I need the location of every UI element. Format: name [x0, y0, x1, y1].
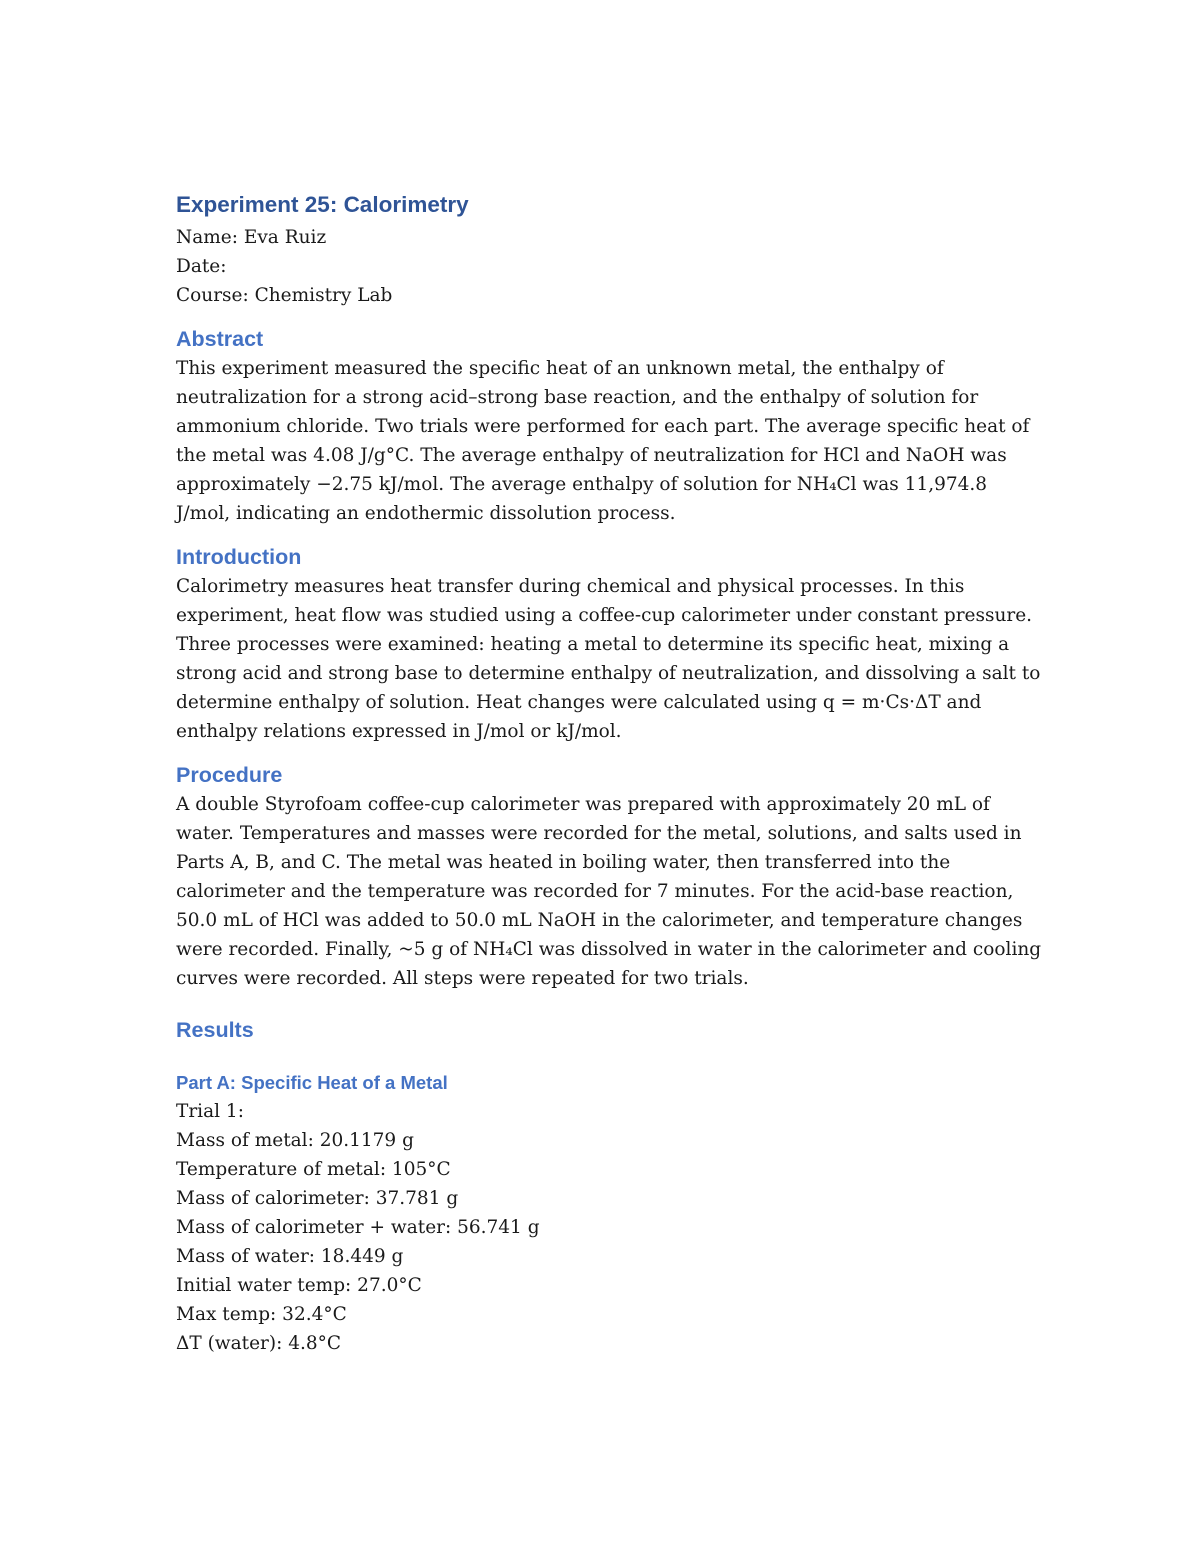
part-a-heading: Part A: Specific Heat of a Metal — [176, 1072, 448, 1093]
abstract-line: This experiment measured the specific heat of an unknown metal, the enthalpy of — [176, 358, 944, 379]
part-a-line: Mass of metal: 20.1179 g — [176, 1130, 414, 1151]
introduction-line: determine enthalpy of solution. Heat changes were calculated using q = m·Cs·ΔT and — [176, 692, 982, 713]
abstract-line: J/mol, indicating an endothermic dissolution process. — [176, 503, 676, 524]
abstract-line: approximately −2.75 kJ/mol. The average enthalpy of solution for NH₄Cl was 11,974.8 — [176, 474, 988, 495]
procedure-line: calorimeter and the temperature was recorded for 7 minutes. For the acid-base reaction, — [176, 881, 1014, 902]
procedure-line: A double Styrofoam coffee-cup calorimeter was prepared with approximately 20 mL of — [176, 794, 990, 815]
introduction-line: Three processes were examined: heating a metal to determine its specific heat, mixing a — [176, 634, 1010, 655]
document-page — [176, 190, 1042, 1358]
part-a-line: Mass of water: 18.449 g — [176, 1246, 404, 1267]
procedure-line: water. Temperatures and masses were recorded for the metal, solutions, and salts used in — [176, 823, 1022, 844]
abstract-paragraph — [176, 354, 1030, 528]
part-a-line: Mass of calorimeter + water: 56.741 g — [176, 1217, 540, 1238]
meta-course: Course: Chemistry Lab — [176, 285, 393, 306]
introduction-line: strong acid and strong base to determine enthalpy of neutralization, and dissolving a salt to — [176, 663, 1041, 684]
introduction-paragraph — [176, 572, 1041, 746]
meta-date: Date: — [176, 256, 227, 277]
introduction-heading: Introduction — [176, 545, 302, 569]
procedure-line: 50.0 mL of HCl was added to 50.0 mL NaOH in the calorimeter, and temperature changes — [176, 910, 1023, 931]
introduction-line: enthalpy relations expressed in J/mol or kJ/mol. — [176, 721, 622, 742]
document-meta — [176, 223, 1026, 310]
part-a-line: Trial 1: — [176, 1101, 244, 1122]
abstract-line: ammonium chloride. Two trials were performed for each part. The average specific heat of — [176, 416, 1030, 437]
abstract-line: the metal was 4.08 J/g°C. The average enthalpy of neutralization for HCl and NaOH was — [176, 445, 1007, 466]
results-heading: Results — [176, 1018, 254, 1042]
abstract-heading: Abstract — [176, 327, 264, 351]
abstract-line: neutralization for a strong acid–strong base reaction, and the enthalpy of solution for — [176, 387, 979, 408]
part-a-line: Initial water temp: 27.0°C — [176, 1275, 422, 1296]
procedure-line: were recorded. Finally, ~5 g of NH₄Cl was dissolved in water in the calorimeter and cooling — [176, 939, 1042, 960]
part-a-line: Temperature of metal: 105°C — [176, 1159, 451, 1180]
procedure-paragraph — [176, 790, 1042, 993]
document-title: Experiment 25: Calorimetry — [176, 192, 469, 217]
part-a-line: ΔT (water): 4.8°C — [176, 1333, 342, 1354]
part-a-data — [176, 1097, 1026, 1358]
procedure-heading: Procedure — [176, 763, 283, 787]
part-a-line: Mass of calorimeter: 37.781 g — [176, 1188, 459, 1209]
introduction-line: experiment, heat flow was studied using a coffee-cup calorimeter under constant pressure. — [176, 605, 1033, 626]
procedure-line: curves were recorded. All steps were repeated for two trials. — [176, 968, 749, 989]
part-a-line: Max temp: 32.4°C — [176, 1304, 347, 1325]
meta-name: Name: Eva Ruiz — [176, 227, 327, 248]
procedure-line: Parts A, B, and C. The metal was heated in boiling water, then transferred into the — [176, 852, 951, 873]
introduction-line: Calorimetry measures heat transfer during chemical and physical processes. In this — [176, 576, 965, 597]
